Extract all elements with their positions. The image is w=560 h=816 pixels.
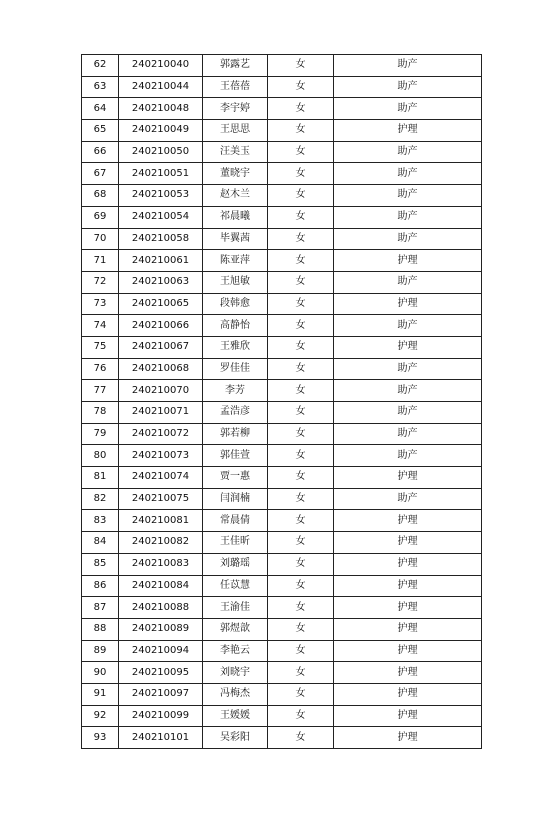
- row-number-cell: 69: [82, 206, 119, 228]
- table-row: [82, 640, 482, 662]
- row-number-cell: 82: [82, 488, 119, 510]
- row-number-cell: 78: [82, 402, 119, 424]
- gender-cell: 女: [268, 141, 334, 163]
- major-cell: 助产: [334, 423, 482, 445]
- student-name-cell: 李艳云: [203, 640, 268, 662]
- major-cell: 护理: [334, 727, 482, 749]
- row-number-cell: 93: [82, 727, 119, 749]
- gender-cell: 女: [268, 293, 334, 315]
- table-row: [82, 705, 482, 727]
- table-row: [82, 662, 482, 684]
- student-name-cell: 郭煜歆: [203, 618, 268, 640]
- student-id-cell: 240210081: [119, 510, 203, 532]
- table-row: [82, 597, 482, 619]
- table-row: [82, 445, 482, 467]
- table-row: [82, 727, 482, 749]
- major-cell: 助产: [334, 445, 482, 467]
- student-id-cell: 240210048: [119, 98, 203, 120]
- table-row: [82, 618, 482, 640]
- table-row: [82, 55, 482, 77]
- major-cell: 护理: [334, 532, 482, 554]
- student-name-cell: 王蓓蓓: [203, 76, 268, 98]
- gender-cell: 女: [268, 553, 334, 575]
- row-number-cell: 75: [82, 336, 119, 358]
- gender-cell: 女: [268, 467, 334, 489]
- student-name-cell: 刘晓宇: [203, 662, 268, 684]
- student-name-cell: 李芳: [203, 380, 268, 402]
- roster-table-body: [82, 55, 482, 749]
- table-row: [82, 358, 482, 380]
- student-id-cell: 240210101: [119, 727, 203, 749]
- student-name-cell: 汪美玉: [203, 141, 268, 163]
- student-name-cell: 董晓宇: [203, 163, 268, 185]
- student-id-cell: 240210088: [119, 597, 203, 619]
- major-cell: 护理: [334, 336, 482, 358]
- gender-cell: 女: [268, 488, 334, 510]
- row-number-cell: 88: [82, 618, 119, 640]
- student-name-cell: 祁晨曦: [203, 206, 268, 228]
- student-name-cell: 郭露艺: [203, 55, 268, 77]
- row-number-cell: 80: [82, 445, 119, 467]
- student-name-cell: 孟浩彦: [203, 402, 268, 424]
- student-id-cell: 240210049: [119, 120, 203, 142]
- major-cell: 护理: [334, 640, 482, 662]
- major-cell: 护理: [334, 575, 482, 597]
- gender-cell: 女: [268, 640, 334, 662]
- table-row: [82, 683, 482, 705]
- row-number-cell: 90: [82, 662, 119, 684]
- row-number-cell: 73: [82, 293, 119, 315]
- table-row: [82, 402, 482, 424]
- student-name-cell: 陈亚萍: [203, 250, 268, 272]
- gender-cell: 女: [268, 402, 334, 424]
- major-cell: 助产: [334, 380, 482, 402]
- student-id-cell: 240210063: [119, 271, 203, 293]
- student-id-cell: 240210094: [119, 640, 203, 662]
- student-name-cell: 贾一惠: [203, 467, 268, 489]
- gender-cell: 女: [268, 315, 334, 337]
- major-cell: 助产: [334, 163, 482, 185]
- row-number-cell: 86: [82, 575, 119, 597]
- student-id-cell: 240210071: [119, 402, 203, 424]
- student-name-cell: 闫润楠: [203, 488, 268, 510]
- row-number-cell: 83: [82, 510, 119, 532]
- gender-cell: 女: [268, 705, 334, 727]
- major-cell: 助产: [334, 488, 482, 510]
- table-row: [82, 163, 482, 185]
- row-number-cell: 70: [82, 228, 119, 250]
- table-row: [82, 293, 482, 315]
- major-cell: 护理: [334, 662, 482, 684]
- major-cell: 助产: [334, 55, 482, 77]
- row-number-cell: 65: [82, 120, 119, 142]
- table-row: [82, 423, 482, 445]
- gender-cell: 女: [268, 575, 334, 597]
- gender-cell: 女: [268, 271, 334, 293]
- student-name-cell: 王思思: [203, 120, 268, 142]
- gender-cell: 女: [268, 250, 334, 272]
- student-id-cell: 240210067: [119, 336, 203, 358]
- major-cell: 护理: [334, 120, 482, 142]
- major-cell: 助产: [334, 315, 482, 337]
- student-name-cell: 段韩愈: [203, 293, 268, 315]
- student-id-cell: 240210070: [119, 380, 203, 402]
- gender-cell: 女: [268, 380, 334, 402]
- student-roster-table: [81, 54, 482, 749]
- student-id-cell: 240210075: [119, 488, 203, 510]
- row-number-cell: 62: [82, 55, 119, 77]
- major-cell: 助产: [334, 358, 482, 380]
- gender-cell: 女: [268, 662, 334, 684]
- gender-cell: 女: [268, 76, 334, 98]
- row-number-cell: 64: [82, 98, 119, 120]
- table-row: [82, 510, 482, 532]
- student-id-cell: 240210089: [119, 618, 203, 640]
- major-cell: 助产: [334, 185, 482, 207]
- student-id-cell: 240210083: [119, 553, 203, 575]
- student-id-cell: 240210051: [119, 163, 203, 185]
- table-row: [82, 271, 482, 293]
- student-id-cell: 240210053: [119, 185, 203, 207]
- table-row: [82, 185, 482, 207]
- table-row: [82, 228, 482, 250]
- gender-cell: 女: [268, 358, 334, 380]
- table-row: [82, 532, 482, 554]
- table-row: [82, 315, 482, 337]
- row-number-cell: 79: [82, 423, 119, 445]
- gender-cell: 女: [268, 98, 334, 120]
- row-number-cell: 77: [82, 380, 119, 402]
- gender-cell: 女: [268, 228, 334, 250]
- student-name-cell: 任苡慧: [203, 575, 268, 597]
- student-name-cell: 吴彩阳: [203, 727, 268, 749]
- student-name-cell: 赵木兰: [203, 185, 268, 207]
- major-cell: 护理: [334, 293, 482, 315]
- student-name-cell: 常晨倩: [203, 510, 268, 532]
- student-name-cell: 冯梅杰: [203, 683, 268, 705]
- student-id-cell: 240210084: [119, 575, 203, 597]
- row-number-cell: 87: [82, 597, 119, 619]
- major-cell: 护理: [334, 510, 482, 532]
- student-name-cell: 王雅欣: [203, 336, 268, 358]
- row-number-cell: 92: [82, 705, 119, 727]
- student-id-cell: 240210068: [119, 358, 203, 380]
- student-id-cell: 240210072: [119, 423, 203, 445]
- row-number-cell: 74: [82, 315, 119, 337]
- row-number-cell: 72: [82, 271, 119, 293]
- major-cell: 护理: [334, 705, 482, 727]
- gender-cell: 女: [268, 683, 334, 705]
- table-row: [82, 488, 482, 510]
- student-id-cell: 240210073: [119, 445, 203, 467]
- table-row: [82, 380, 482, 402]
- major-cell: 助产: [334, 98, 482, 120]
- table-row: [82, 467, 482, 489]
- student-name-cell: 郭佳萱: [203, 445, 268, 467]
- row-number-cell: 76: [82, 358, 119, 380]
- student-id-cell: 240210066: [119, 315, 203, 337]
- student-id-cell: 240210095: [119, 662, 203, 684]
- student-name-cell: 李宇婷: [203, 98, 268, 120]
- row-number-cell: 91: [82, 683, 119, 705]
- row-number-cell: 89: [82, 640, 119, 662]
- student-id-cell: 240210074: [119, 467, 203, 489]
- major-cell: 助产: [334, 271, 482, 293]
- student-name-cell: 毕翼茜: [203, 228, 268, 250]
- gender-cell: 女: [268, 423, 334, 445]
- table-row: [82, 250, 482, 272]
- table-row: [82, 575, 482, 597]
- major-cell: 护理: [334, 618, 482, 640]
- gender-cell: 女: [268, 510, 334, 532]
- row-number-cell: 68: [82, 185, 119, 207]
- major-cell: 护理: [334, 467, 482, 489]
- table-row: [82, 76, 482, 98]
- gender-cell: 女: [268, 727, 334, 749]
- major-cell: 助产: [334, 76, 482, 98]
- row-number-cell: 85: [82, 553, 119, 575]
- major-cell: 助产: [334, 206, 482, 228]
- student-id-cell: 240210097: [119, 683, 203, 705]
- table-row: [82, 120, 482, 142]
- gender-cell: 女: [268, 120, 334, 142]
- gender-cell: 女: [268, 206, 334, 228]
- student-id-cell: 240210054: [119, 206, 203, 228]
- gender-cell: 女: [268, 618, 334, 640]
- major-cell: 护理: [334, 553, 482, 575]
- row-number-cell: 66: [82, 141, 119, 163]
- student-id-cell: 240210044: [119, 76, 203, 98]
- row-number-cell: 63: [82, 76, 119, 98]
- major-cell: 护理: [334, 597, 482, 619]
- student-name-cell: 王媛媛: [203, 705, 268, 727]
- major-cell: 助产: [334, 228, 482, 250]
- row-number-cell: 84: [82, 532, 119, 554]
- row-number-cell: 71: [82, 250, 119, 272]
- student-name-cell: 刘璐瑶: [203, 553, 268, 575]
- student-id-cell: 240210099: [119, 705, 203, 727]
- row-number-cell: 81: [82, 467, 119, 489]
- major-cell: 助产: [334, 402, 482, 424]
- table-row: [82, 336, 482, 358]
- major-cell: 护理: [334, 683, 482, 705]
- student-id-cell: 240210040: [119, 55, 203, 77]
- table-row: [82, 553, 482, 575]
- table-row: [82, 206, 482, 228]
- gender-cell: 女: [268, 445, 334, 467]
- student-id-cell: 240210082: [119, 532, 203, 554]
- row-number-cell: 67: [82, 163, 119, 185]
- gender-cell: 女: [268, 185, 334, 207]
- gender-cell: 女: [268, 597, 334, 619]
- table-row: [82, 141, 482, 163]
- student-id-cell: 240210050: [119, 141, 203, 163]
- student-id-cell: 240210058: [119, 228, 203, 250]
- student-name-cell: 郭若柳: [203, 423, 268, 445]
- student-name-cell: 罗佳佳: [203, 358, 268, 380]
- gender-cell: 女: [268, 163, 334, 185]
- student-id-cell: 240210065: [119, 293, 203, 315]
- student-name-cell: 王渝佳: [203, 597, 268, 619]
- gender-cell: 女: [268, 532, 334, 554]
- table-row: [82, 98, 482, 120]
- gender-cell: 女: [268, 55, 334, 77]
- student-name-cell: 王旭敏: [203, 271, 268, 293]
- major-cell: 助产: [334, 141, 482, 163]
- student-name-cell: 高静怡: [203, 315, 268, 337]
- major-cell: 护理: [334, 250, 482, 272]
- gender-cell: 女: [268, 336, 334, 358]
- student-id-cell: 240210061: [119, 250, 203, 272]
- student-name-cell: 王佳昕: [203, 532, 268, 554]
